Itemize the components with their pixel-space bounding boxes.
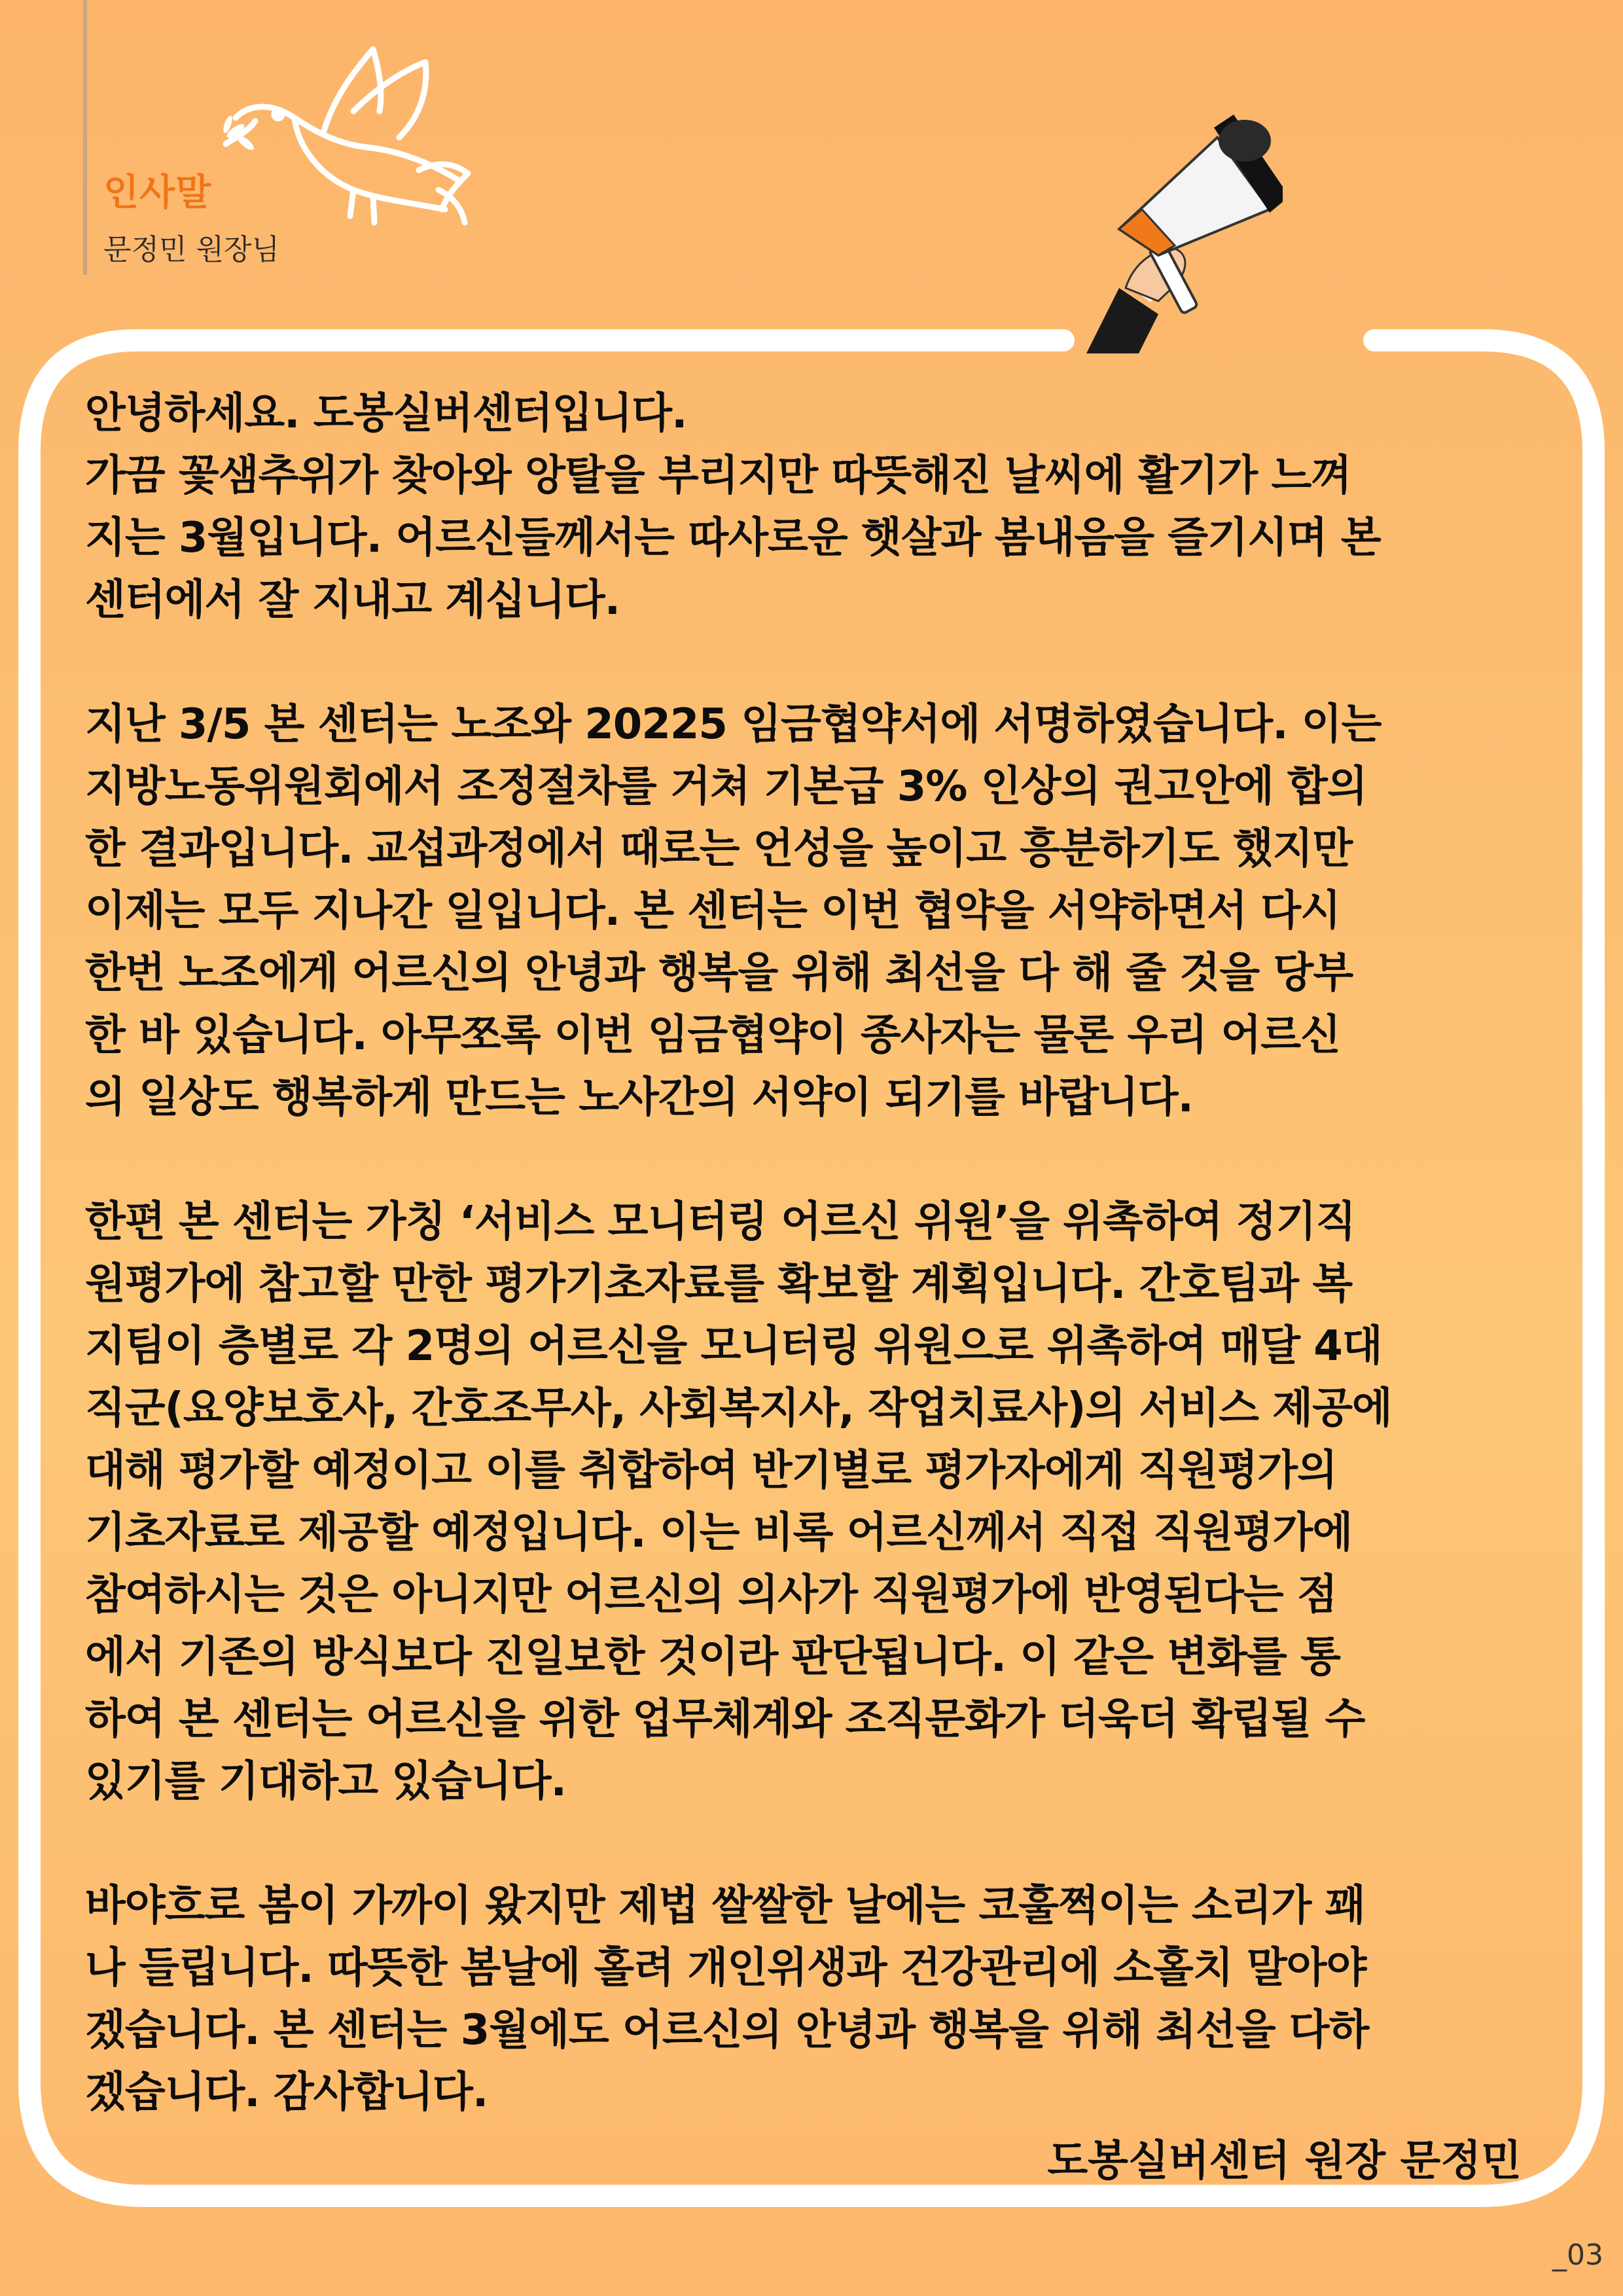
text-line: 기초자료로 제공할 예정입니다. 이는 비록 어르신께서 직접 직원평가에 bbox=[85, 1509, 1353, 1557]
text-line: 겠습니다. 감사합니다. bbox=[85, 2068, 488, 2117]
text-line: 지난 3/5 본 센터는 노조와 20225 임금협약서에 서명하였습니다. 이는 bbox=[85, 700, 1382, 749]
text-line: 안녕하세요. 도봉실버센터입니다. bbox=[85, 389, 687, 438]
text-line: 하여 본 센터는 어르신을 위한 업무체계와 조직문화가 더욱더 확립될 수 bbox=[85, 1695, 1365, 1744]
paragraph-3 bbox=[85, 1191, 1544, 1813]
text-line: 원평가에 참고할 만한 평가기초자료를 확보할 계획입니다. 간호팀과 복 bbox=[85, 1260, 1353, 1308]
text-line: 한편 본 센터는 가칭 ‘서비스 모니터링 어르신 위원’을 위촉하여 정기직 bbox=[85, 1198, 1356, 1246]
text-line: 지는 3월입니다. 어르신들께서는 따사로운 햇살과 봄내음을 즐기시며 본 bbox=[85, 514, 1381, 562]
text-line: 겠습니다. 본 센터는 3월에도 어르신의 안녕과 행복을 위해 최선을 다하 bbox=[85, 2006, 1369, 2054]
text-line: 가끔 꽃샘추위가 찾아와 앙탈을 부리지만 따뜻해진 날씨에 활기가 느껴 bbox=[85, 452, 1351, 500]
paragraph-4 bbox=[85, 1875, 1544, 2124]
text-line: 의 일상도 행복하게 만드는 노사간의 서약이 되기를 바랍니다. bbox=[85, 1073, 1193, 1122]
text-line: 이제는 모두 지나간 일입니다. 본 센터는 이번 협약을 서약하면서 다시 bbox=[85, 887, 1340, 935]
section-title: 인사말 bbox=[103, 171, 212, 214]
text-line: 한 바 있습니다. 아무쪼록 이번 임금협약이 종사자는 물론 우리 어르신 bbox=[85, 1011, 1340, 1060]
text-line: 대해 평가할 예정이고 이를 취합하여 반기별로 평가자에게 직원평가의 bbox=[85, 1446, 1337, 1495]
text-line: 있기를 기대하고 있습니다. bbox=[85, 1757, 566, 1806]
text-line: 나 들립니다. 따뜻한 봄날에 홀려 개인위생과 건강관리에 소홀치 말아야 bbox=[85, 1944, 1366, 1992]
paragraph-2 bbox=[85, 694, 1544, 1129]
text-line: 한 결과입니다. 교섭과정에서 때로는 언성을 높이고 흥분하기도 했지만 bbox=[85, 825, 1353, 873]
text-line: 참여하시는 것은 아니지만 어르신의 의사가 직원평가에 반영된다는 점 bbox=[85, 1571, 1337, 1619]
text-line: 에서 기존의 방식보다 진일보한 것이라 판단됩니다. 이 같은 변화를 통 bbox=[85, 1633, 1340, 1681]
greeting-body bbox=[85, 383, 1544, 2124]
page-number: _03 bbox=[1552, 2238, 1603, 2272]
paragraph-1 bbox=[85, 383, 1544, 632]
text-line: 지팀이 층별로 각 2명의 어르신을 모니터링 위원으로 위촉하여 매달 4대 bbox=[85, 1322, 1382, 1371]
text-line: 직군(요양보호사, 간호조무사, 사회복지사, 작업치료사)의 서비스 제공에 bbox=[85, 1384, 1392, 1433]
text-line: 지방노동위원회에서 조정절차를 거쳐 기본급 3% 인상의 권고안에 합의 bbox=[85, 762, 1367, 811]
text-line: 한번 노조에게 어르신의 안녕과 행복을 위해 최선을 다 해 줄 것을 당부 bbox=[85, 949, 1353, 997]
section-subtitle: 문정민 원장님 bbox=[103, 233, 280, 266]
text-line: 바야흐로 봄이 가까이 왔지만 제법 쌀쌀한 날에는 코훌쩍이는 소리가 꽤 bbox=[85, 1882, 1365, 1930]
signature: 도봉실버센터 원장 문정민 bbox=[1047, 2137, 1522, 2185]
text-line: 센터에서 잘 지내고 계십니다. bbox=[85, 576, 620, 624]
